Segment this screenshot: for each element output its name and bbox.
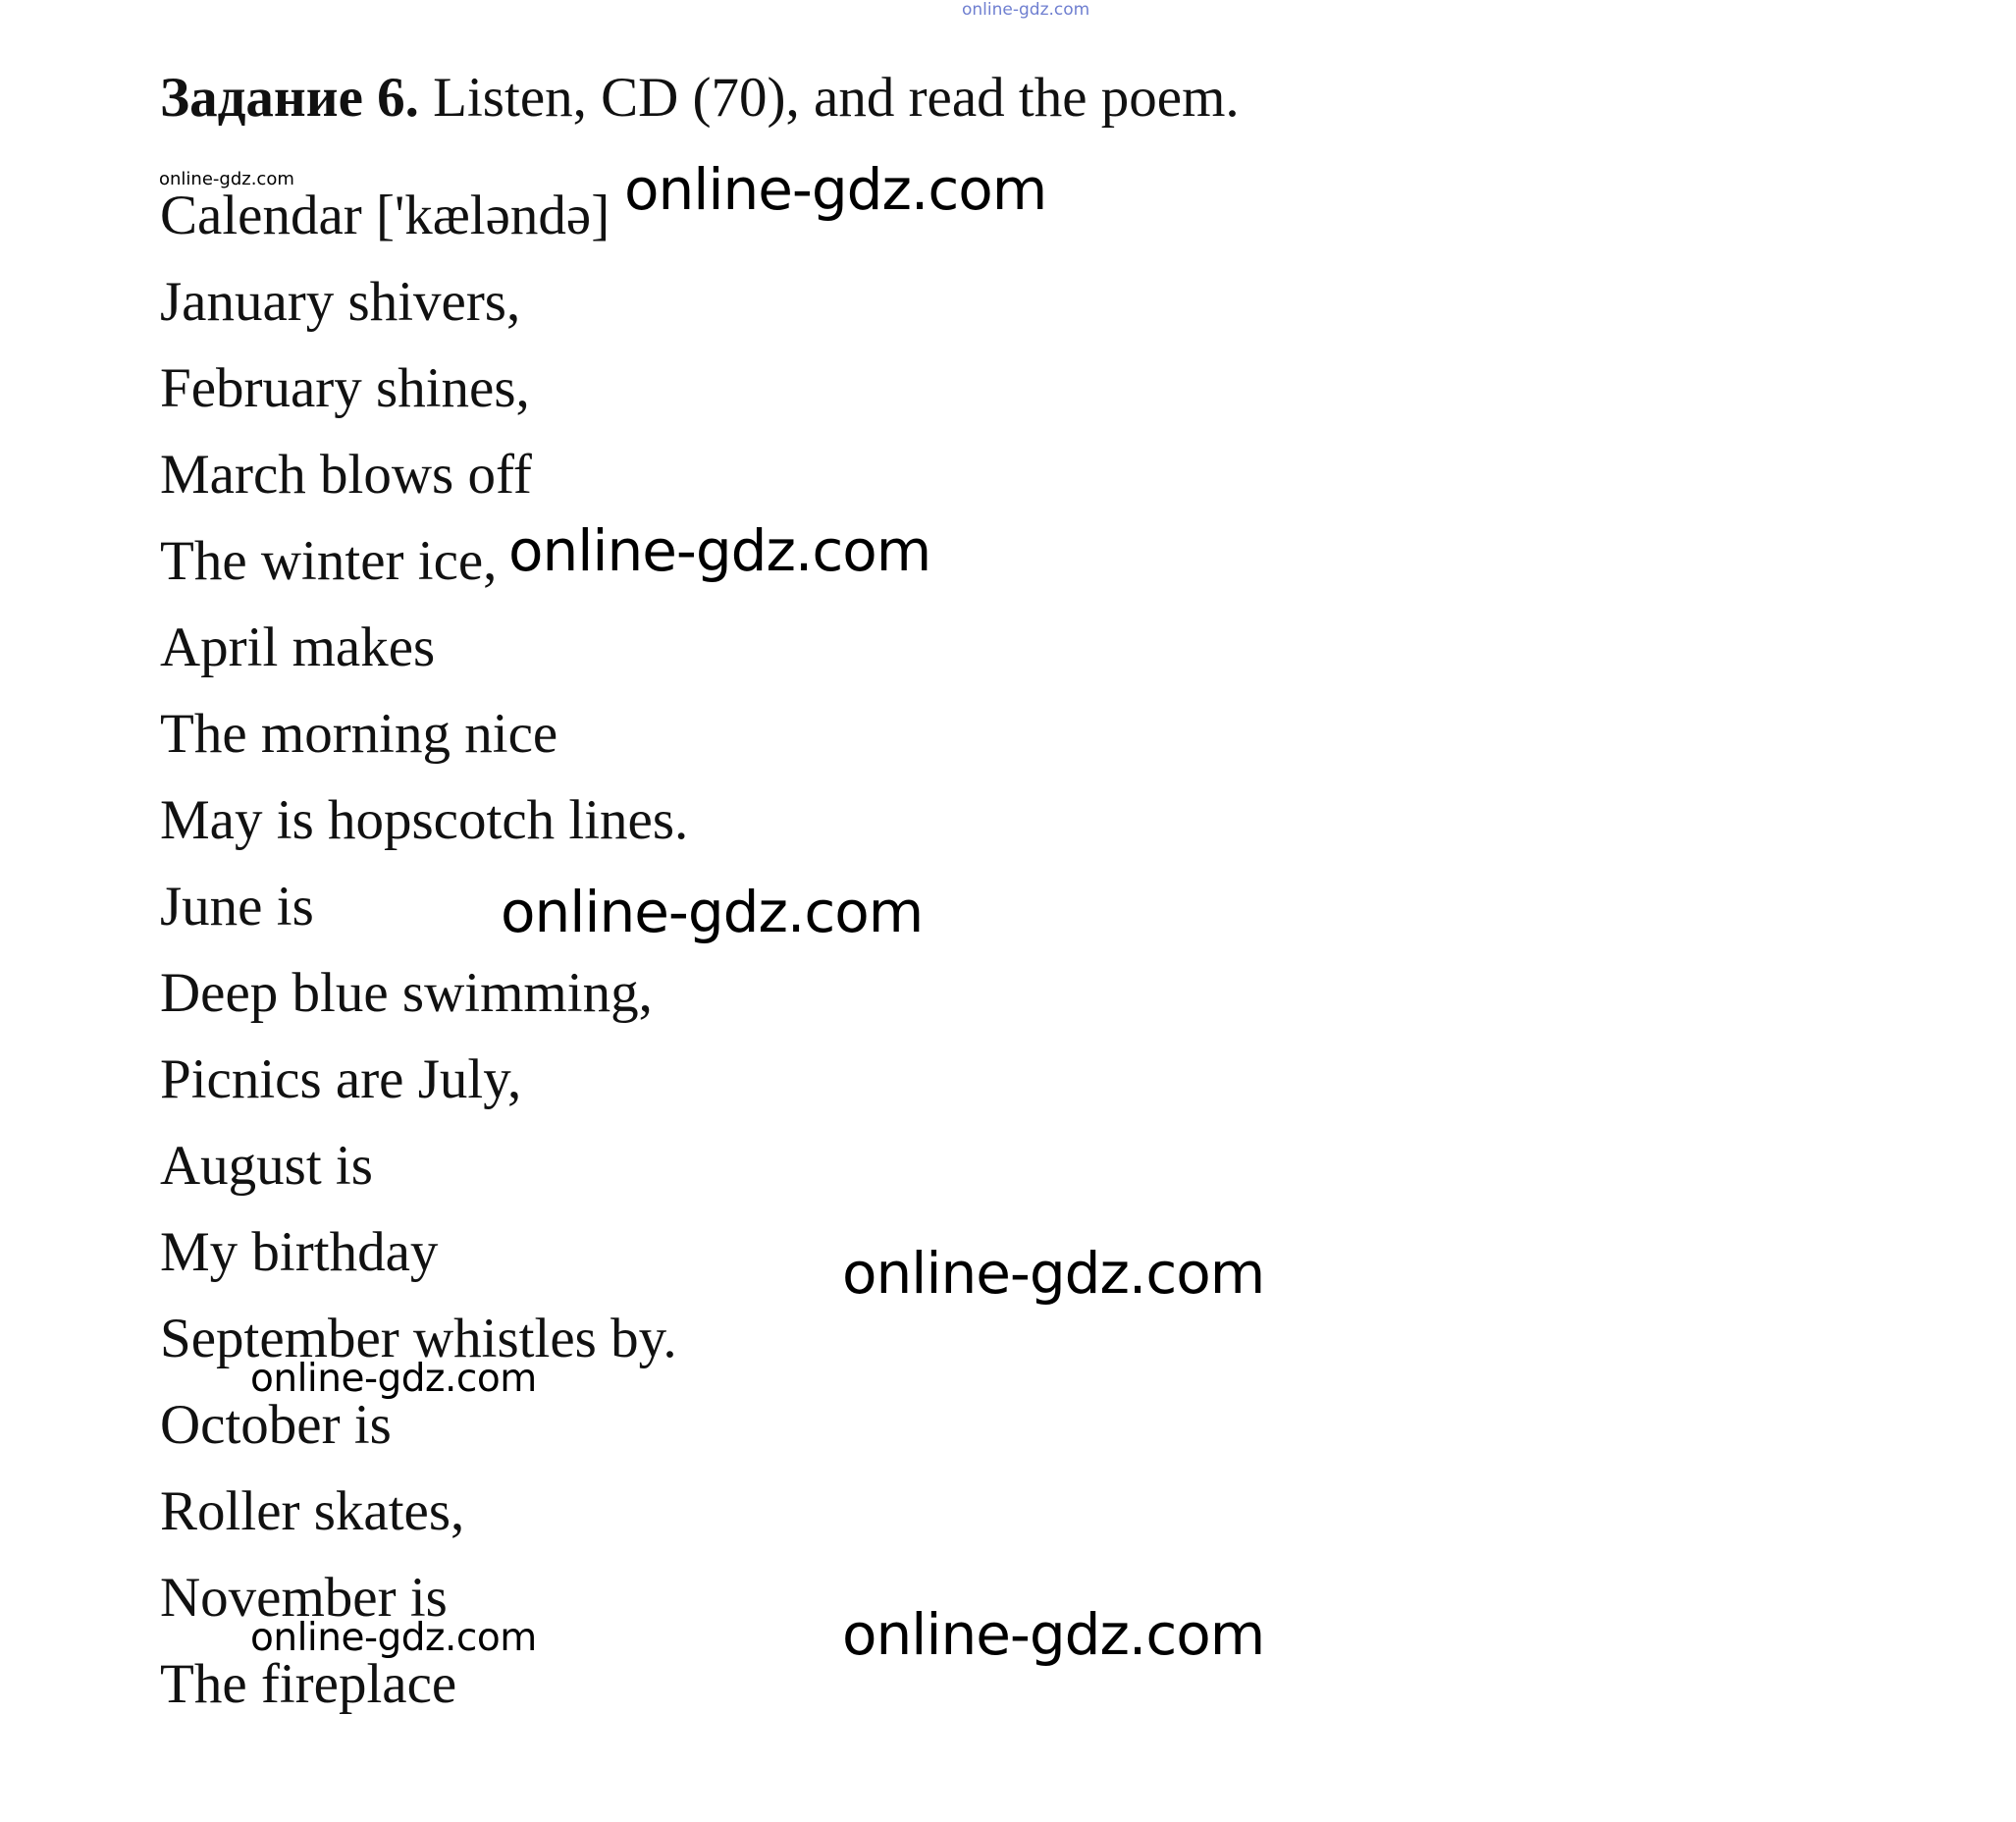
poem-line: June is xyxy=(160,876,314,938)
watermark: online-gdz.com xyxy=(508,517,931,584)
poem-line: March blows off xyxy=(160,444,532,506)
poem-line: The morning nice xyxy=(160,703,558,765)
task-instruction: Listen, CD (70), and read the poem. xyxy=(418,67,1240,129)
poem-line: January shivers, xyxy=(160,271,521,333)
poem-line: February shines, xyxy=(160,357,530,419)
poem-line: Roller skates, xyxy=(160,1480,465,1542)
header-watermark: online-gdz.com xyxy=(962,0,1090,20)
watermark-mid: online-gdz.com xyxy=(250,1616,537,1660)
watermark: online-gdz.com xyxy=(624,156,1047,223)
watermark: online-gdz.com xyxy=(842,1601,1265,1668)
poem-line: The winter ice, xyxy=(160,530,498,592)
task-heading xyxy=(160,63,1240,134)
watermark: online-gdz.com xyxy=(842,1240,1265,1307)
poem-line: Picnics are July, xyxy=(160,1048,522,1110)
poem-line: August is xyxy=(160,1135,373,1197)
poem-line: November is xyxy=(160,1567,448,1629)
watermark-mid: online-gdz.com xyxy=(250,1357,537,1401)
poem-line: September whistles by. xyxy=(160,1308,677,1369)
watermark: online-gdz.com xyxy=(501,879,924,945)
poem-line: My birthday xyxy=(160,1221,439,1283)
poem-line: April makes xyxy=(160,616,436,678)
poem-line: Deep blue swimming, xyxy=(160,962,653,1024)
poem-line: May is hopscotch lines. xyxy=(160,789,689,851)
poem-line: October is xyxy=(160,1394,392,1456)
watermark-small: online-gdz.com xyxy=(159,169,294,189)
poem-line: The fireplace xyxy=(160,1653,457,1715)
task-label: Задание 6. xyxy=(160,67,419,129)
poem-title: Calendar ['kæləndə] xyxy=(160,185,610,246)
